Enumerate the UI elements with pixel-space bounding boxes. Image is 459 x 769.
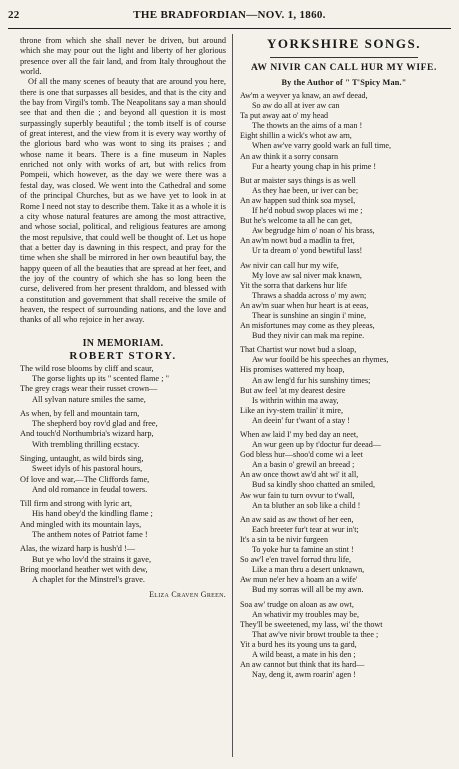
poem-line: The grey crags wear their russet crown—: [20, 384, 158, 394]
poem-line: Bring moorland heather wet with dew,: [20, 564, 148, 574]
poem-line: With trembling thrilling ecstacy.: [32, 439, 140, 449]
poem-line: To yoke hur ta famine an stint !: [252, 545, 354, 555]
poem-line: Like an ivy-stem trailin' it mire,: [240, 405, 344, 415]
poem-line: An aw happen sud think soa myseI,: [240, 195, 356, 205]
poem-line: Sweet idyls of his pastoral hours,: [32, 464, 143, 474]
section-rule: [270, 57, 418, 58]
article-paragraph: Of all the many scenes of beauty that are around you here, there is one that surpasses all besides, and that is the city and the bay from Virgil's tomb. The Neapolitans say a man should see that and then die ; and beyond all question it is most surpassingly superbly beautiful ; the tomb itself is of course of great interest, and the view from it is every way worthy of the glorious bard who was wont to sing its praises ; and whose name it bears. There is a fine museum in Naples enriched not only with works of art, but with relics from Pompeii, which however, as the day we were there was a festal day, was closed. We went into the Cathedral and some of the principal Churches, but as we have yet to look in at Rome I need not stay to describe them. Take it as a whole it is a city whose natural features are among the most attractive, and whose social, political, and religious features are among the most repulsive, that could well be thought of. Let us hope that a better day is dawning in this respect, and pray for the time when she shall be mirrored in her own beautiful bay, the happy queen of all the beauties that are spread at her feet, and the joy of the country of which she has so long been the curse, delivered from her present thraldom, and blessed with a constitution and government that shall receive the smile of heaven, the respect of surrounding nations, and the love and thanks of all who rejoice in her away.: [20, 77, 226, 325]
poem-line: Of love and war,—The Cliffords fame,: [20, 474, 150, 484]
poem-line: God bless hur—shoo'd come wi a leet: [240, 450, 363, 460]
poem-line: His promises wattered my hoap,: [240, 365, 345, 375]
poem-line: An a basin o' grewil an breead ;: [252, 460, 355, 470]
poem-line: A wild beast, a mate in his den ;: [252, 649, 356, 659]
left-column: [20, 36, 226, 761]
poem-line: But he's welcome ta all he can get,: [240, 216, 353, 226]
poem-stanza: [240, 515, 448, 596]
poem-line: And old romance in feudal towers.: [32, 484, 148, 494]
poem-line: And touch'd Northumbria's wizard harp,: [20, 429, 154, 439]
poem-line: Aw mun ne'er hev a hoam an a wife': [240, 575, 358, 585]
poem-line: Ta put away aat o' my head: [240, 111, 329, 121]
poem-line: Fur a hearty young chap in his prime !: [252, 161, 377, 171]
poem-stanza: [20, 364, 226, 405]
article-prose: [20, 36, 226, 326]
poem-line: Aw wur fain tu turn ovvur to t'wall,: [240, 490, 355, 500]
poem-line: Aw'm a weyver ya knaw, an awf deead,: [240, 91, 368, 100]
article-paragraph: throne from which she shall never be driven, but around which she may pour out the light and liberty of her glorious presence over all the fair land, and from Italy throughout the world.: [20, 36, 226, 77]
poem-line: Bud they nivir can mak ma repine.: [252, 331, 365, 341]
song-poem: [240, 91, 448, 680]
poem-stanza: [240, 430, 448, 511]
poem-line: As when, by fell and mountain tarn,: [20, 408, 140, 418]
poem-line: So aw do all at iver aw can: [252, 101, 340, 111]
memoriam-poem: [20, 364, 226, 586]
poem-line: Bud sa kindly shoo chatted an smiled,: [252, 480, 375, 490]
poem-line: An aw'm suar when hur heart is at eeas,: [240, 300, 369, 310]
poem-stanza: [240, 176, 448, 257]
poem-line: Soa aw' trudge on aloan as aw owt,: [240, 599, 354, 609]
poem-line: An aw'm nowt bud a madlin ta fret,: [240, 236, 355, 246]
poem-stanza: [20, 499, 226, 540]
poem-line: When aw laid I' my bed day an neet,: [240, 430, 359, 439]
poem-stanza: [240, 345, 448, 426]
poem-line: An whativir my troubles may be,: [252, 609, 359, 619]
poem-line: So aw'l e'en travel forrud thru life,: [240, 555, 352, 565]
poem-line: Yit the sorra that darkens hur life: [240, 280, 347, 290]
poem-line: Singing, untaught, as wild birds sing,: [20, 454, 144, 463]
song-byline: By the Author of " T'Spicy Man.": [281, 78, 407, 87]
poem-line: But ar maister says things is as well: [240, 175, 356, 185]
poem-line: That aw've nivir browt trouble ta thee ;: [252, 629, 379, 639]
poem-line: When aw've varry goold wark an full time,: [252, 141, 392, 151]
poem-line: Nay, deng it, awm roarin' agen !: [252, 670, 356, 680]
poem-stanza: [20, 544, 226, 585]
header-rule: [8, 28, 451, 29]
poem-line: An ta bluther an sob like a child !: [252, 500, 361, 510]
poem-line: And mingled with its mountain lays,: [20, 519, 142, 529]
poem-line: Aw wur fooild be his speeches an rhymes,: [252, 355, 389, 365]
poem-line: The shepherd boy rov'd glad and free,: [32, 419, 158, 429]
poem-line: An aw said as aw thowt of her een,: [240, 514, 354, 524]
poem-line: An aw once thowt aw'd aht wi' it all,: [240, 470, 359, 480]
poem-line: Aw begrudge him o' noan o' his brass,: [252, 226, 375, 236]
poem-line: But ye who lov'd the strains it gave,: [32, 554, 152, 564]
poem-line: But aw feel 'at my dearest desire: [240, 385, 346, 395]
poem-line: It's a sin ta be nivir furgeen: [240, 534, 329, 544]
poem-line: The wild rose blooms by cliff and scaur,: [20, 363, 154, 373]
right-column: [240, 36, 448, 761]
poem-line: My love aw sal niver mak knawn,: [252, 270, 362, 280]
masthead-title: THE BRADFORDIAN—NOV. 1, 1860.: [133, 9, 326, 21]
poem-line: If he'd nobud swop places wi me ;: [252, 206, 363, 216]
poem-line: They'll be sweetened, my lass, wi' the thowt: [240, 619, 383, 629]
poem-line: An aw think it a sorry consarn: [240, 151, 339, 161]
poem-line: Each breeter fur't tear at wur in't;: [252, 524, 359, 534]
column-divider: [232, 34, 233, 757]
poem-line: Thraws a shadda across o' my awn;: [252, 290, 367, 300]
poem-line: Like a man thru a desert unknawn,: [252, 565, 365, 575]
poem-line: An wur geen up by t'doctur fur deead—: [252, 440, 381, 450]
poem-line: All sylvan nature smiles the same,: [32, 394, 146, 404]
poem-stanza: [20, 409, 226, 450]
poem-line: Is withrin within ma away,: [252, 395, 339, 405]
memoriam-heading: IN MEMORIAM.: [82, 337, 164, 349]
memoriam-subject: ROBERT STORY.: [69, 349, 177, 362]
poem-line: The gorse lights up its " scented flame ; ": [32, 373, 169, 383]
yorkshire-songs-heading: YORKSHIRE SONGS.: [266, 36, 422, 51]
page-number: 22: [8, 9, 20, 21]
poem-line: An deein' fur t'want of a stay !: [252, 415, 350, 425]
poem-line: A chaplet for the Minstrel's grave.: [32, 575, 146, 585]
poem-stanza: [20, 454, 226, 495]
poem-line: Thear is sunshine an singin i' mine,: [252, 310, 367, 320]
poem-line: His hand obey'd the kindling flame ;: [32, 509, 153, 519]
poem-stanza: [240, 261, 448, 342]
poem-line: As they hae been, ur iver can be;: [252, 185, 359, 195]
page-header: [8, 9, 451, 25]
poem-line: Alas, the wizard harp is hush'd !—: [20, 544, 136, 554]
poem-line: An aw leng'd fur his sunshiny times;: [252, 375, 371, 385]
poem-stanza: [240, 600, 448, 681]
poem-line: Bud my sorras will all be my awn.: [252, 585, 364, 595]
poem-line: Ur ta dream o' yond bewtiful lass!: [252, 246, 363, 256]
poem-signature: Eliza Craven Green.: [149, 589, 226, 599]
song-title: AW NIVIR CAN CALL HUR MY WIFE.: [251, 63, 437, 73]
poem-line: Aw nivir can call hur my wife,: [240, 260, 339, 270]
poem-line: Till firm and strong with lyric art,: [20, 499, 132, 509]
poem-line: The anthem notes of Patriot fame !: [32, 530, 148, 540]
poem-line: An misfortunes may come as they pleeas,: [240, 321, 375, 331]
poem-line: Eight shillin a wick's whot aw arn,: [240, 131, 352, 141]
poem-line: An aw cannot but think that its hard—: [240, 660, 365, 670]
poem-line: Yit a burd hes its young uns ta gard,: [240, 639, 357, 649]
poem-line: That Chartist wur nowt bud a sloap,: [240, 345, 357, 355]
poem-line: The thowts an the aims of a man !: [252, 121, 363, 131]
poem-stanza: [240, 91, 448, 172]
